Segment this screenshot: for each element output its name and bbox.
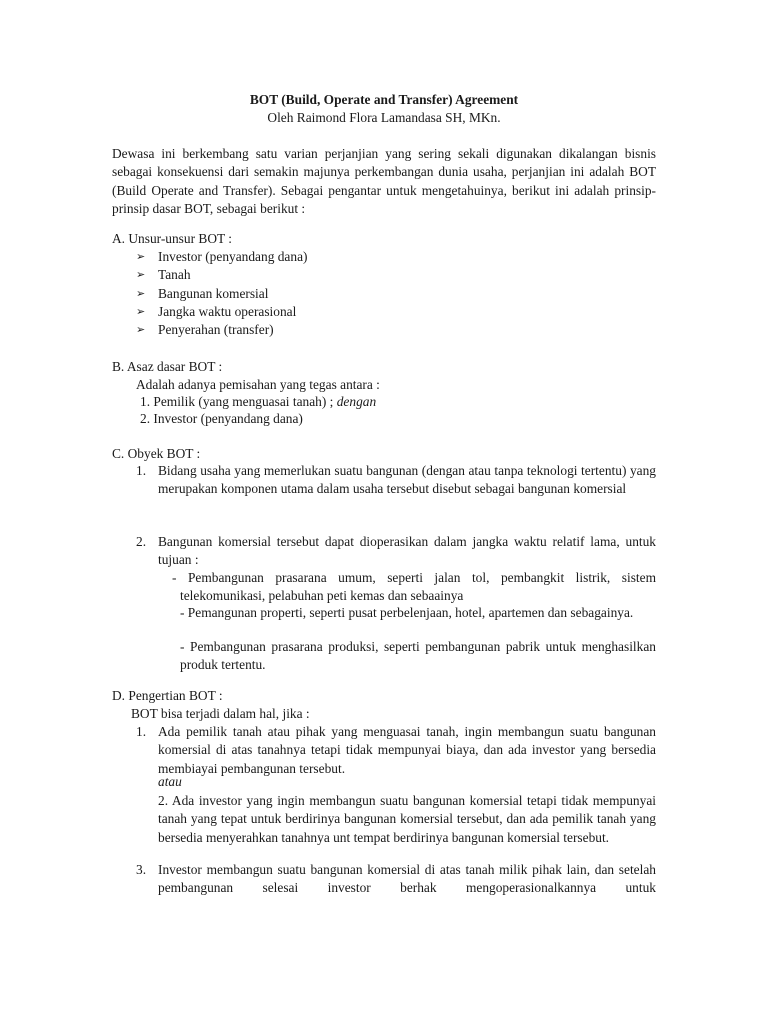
section-d-heading: D. Pengertian BOT : bbox=[112, 688, 223, 703]
section-a-list bbox=[136, 248, 656, 339]
list-item: ➢ Bangunan komersial bbox=[136, 285, 656, 303]
section-b-heading: B. Asaz dasar BOT : bbox=[112, 359, 223, 374]
list-item: ➢ Penyerahan (transfer) bbox=[136, 321, 656, 339]
arrow-bullet-icon: ➢ bbox=[136, 323, 146, 337]
section-c-heading: C. Obyek BOT : bbox=[112, 446, 201, 461]
section-a-heading: A. Unsur-unsur BOT : bbox=[112, 231, 232, 246]
document-author: Oleh Raimond Flora Lamandasa SH, MKn. bbox=[267, 110, 501, 125]
section-b-item-1: 1. Pemilik (yang menguasai tanah) ; dengan bbox=[140, 394, 377, 409]
section-d-item-1: 1. Ada pemilik tanah atau pihak yang menguasai tanah, ingin membangun suatu bangunan komersial di atas tanahnya tetapi tidak mempunyai biaya, dan ada investor yang bersedia membiayai pembangunan tersebut. bbox=[136, 724, 656, 776]
section-c-sub-3: - Pembangunan prasarana produksi, seperti pembangunan pabrik untuk menghasilkan produk tertentu. bbox=[180, 639, 656, 673]
list-item: ➢ Jangka waktu operasional bbox=[136, 303, 656, 321]
section-c-item-2: 2. Bangunan komersial tersebut dapat dioperasikan dalam jangka waktu relatif lama, untuk tujuan : bbox=[136, 534, 656, 568]
list-item: ➢ Tanah bbox=[136, 266, 656, 284]
intro-paragraph: Dewasa ini berkembang satu varian perjanjian yang sering sekali digunakan dikalangan bisnis sebagai konsekuensi dari semakin majunya perkembangan dunia usaha, perjanjian ini adalah BOT (Build Operate and Transfer). Sebagai pengantar untuk mengetahuinya, berikut ini adalah prinsip-prinsip dasar BOT, sebagai berikut : bbox=[112, 146, 656, 216]
arrow-bullet-icon: ➢ bbox=[136, 304, 146, 318]
section-d-or: atau bbox=[158, 774, 182, 789]
section-d-item-3: 3. Investor membangun suatu bangunan komersial di atas tanah milik pihak lain, dan setelah pembangunan selesai investor berhak mengoperasionalkannya untuk bbox=[136, 862, 656, 896]
section-c-item-1: 1. Bidang usaha yang memerlukan suatu bangunan (dengan atau tanpa teknologi tertentu) yang merupakan komponen utama dalam usaha tersebut disebut sebagai bangunan komersial bbox=[136, 463, 656, 497]
section-b-item-2: 2. Investor (penyandang dana) bbox=[140, 411, 303, 426]
list-item: ➢ Investor (penyandang dana) bbox=[136, 248, 656, 266]
document-title: BOT (Build, Operate and Transfer) Agreement bbox=[249, 92, 519, 107]
arrow-bullet-icon: ➢ bbox=[136, 286, 146, 300]
arrow-bullet-icon: ➢ bbox=[136, 250, 146, 263]
arrow-bullet-icon: ➢ bbox=[136, 268, 146, 282]
section-d-item-2: 2. Ada investor yang ingin membangun suatu bangunan komersial tetapi tidak mempunyai tanah yang tepat untuk berdirinya bangunan komersial tersebut, dan ada pemilik tanah yang bersedia menyerahkan tanahnya unt tempat berdirinya bangunan komersial tersebut. bbox=[158, 793, 656, 845]
section-b-lead: Adalah adanya pemisahan yang tegas antara : bbox=[136, 377, 380, 392]
section-d-lead: BOT bisa terjadi dalam hal, jika : bbox=[131, 706, 310, 721]
section-c-sub-1: - Pembangunan prasarana umum, seperti jalan tol, pembangkit listrik, sistem telekomunikasi, pelabuhan peti kemas dan sebaainya bbox=[172, 570, 656, 604]
section-c-sub-2: - Pemangunan properti, seperti pusat perbelenjaan, hotel, apartemen dan sebagainya. bbox=[180, 605, 634, 620]
